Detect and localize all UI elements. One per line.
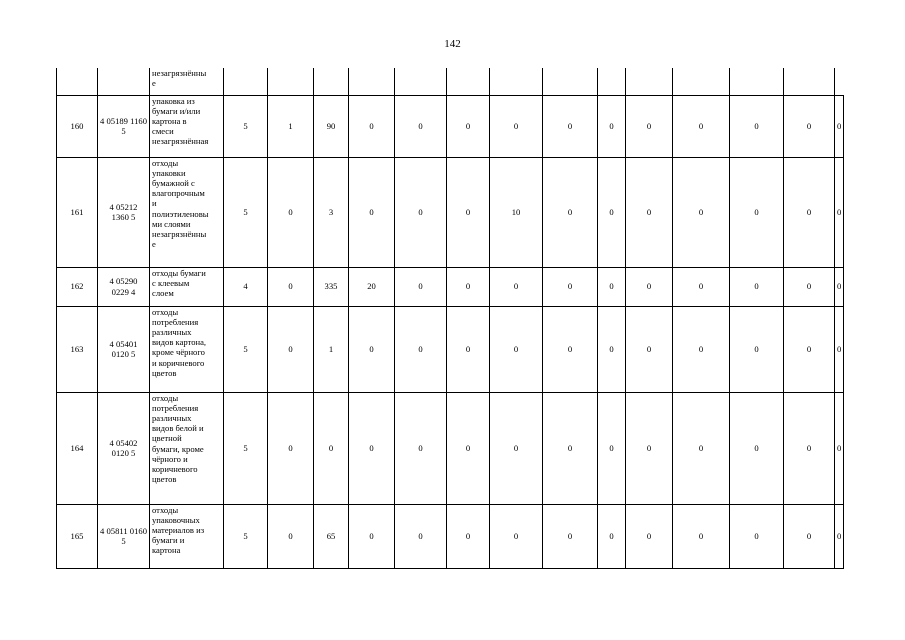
value-cell: 5 [224,95,268,157]
empty-cell [543,68,598,95]
text-line: 29 4 [120,286,136,297]
text-line: бумаги и [152,535,185,546]
text-line: упаковка из [152,95,195,106]
waste-name-cell [150,392,224,504]
value-cell: 5 [224,392,268,504]
value-cell: 0 [349,504,395,568]
text-line: смеси [152,126,174,137]
text-line: бумаги, кроме [152,443,204,454]
value-cell: 0 [784,504,835,568]
text-line: 811 01 [115,525,139,536]
text-line: влагопрочным [152,188,205,199]
value-cell: 0 [598,392,626,504]
value-cell: 0 [673,504,730,568]
empty-cell [395,68,447,95]
text-line: картона [152,545,181,556]
waste-name-cell [150,306,224,392]
value-cell: 0 [673,95,730,157]
value-cell: 335 [314,267,349,306]
text-line: картона в [152,115,187,126]
value-cell: 0 [395,95,447,157]
value-cell: 0 [784,95,835,157]
text-line: отходы [152,306,179,317]
empty-cell [598,68,626,95]
value-cell: 0 [598,157,626,267]
value-cell: 0 [490,392,543,504]
table-row [57,306,844,392]
fkko-code-cell [98,95,150,157]
text-line: кроме чёрного [152,347,205,358]
empty-cell [673,68,730,95]
text-line: 402 01 [111,437,138,458]
value-cell: 0 [349,392,395,504]
table-row [57,504,844,568]
waste-name-cell [150,68,224,95]
value-cell: 0 [784,306,835,392]
row-number-cell: 160 [57,95,98,157]
value-cell: 4 [224,267,268,306]
text-line: 290 02 [111,276,138,297]
text-line: 4 05 [109,276,125,287]
value-cell: 0 [730,306,784,392]
text-line: ми слоями [152,218,191,229]
value-cell: 65 [314,504,349,568]
text-line: упаковочных [152,514,200,525]
value-cell: 0 [626,95,673,157]
value-cell: 0 [835,157,844,267]
empty-cell [490,68,543,95]
value-cell: 0 [598,306,626,392]
value-cell: 0 [395,392,447,504]
value-cell: 5 [224,306,268,392]
waste-name-cell [150,267,224,306]
row-number-cell: 161 [57,157,98,267]
text-line: бумаги и/или [152,105,201,116]
text-line: 20 5 [120,349,136,359]
text-line: и [152,198,157,209]
value-cell: 0 [543,306,598,392]
value-cell: 20 [349,267,395,306]
value-cell: 0 [543,267,598,306]
value-cell: 5 [224,504,268,568]
value-cell: 0 [730,267,784,306]
empty-cell [447,68,490,95]
value-cell: 0 [835,306,844,392]
empty-cell [268,68,314,95]
empty-cell [314,68,349,95]
page-number: 142 [444,38,461,50]
fkko-code-cell [98,392,150,504]
value-cell: 0 [268,157,314,267]
text-line: е [152,239,156,250]
row-number-cell: 164 [57,392,98,504]
text-line: 4 05 [109,338,125,349]
value-cell: 0 [784,392,835,504]
text-line: различных [152,326,192,337]
value-cell: 0 [730,95,784,157]
fkko-code-cell [98,267,150,306]
text-line: с клеевым [152,277,190,288]
text-line: цветов [152,474,177,485]
value-cell: 0 [835,267,844,306]
text-line: чёрного и [152,453,188,464]
value-cell: 0 [447,306,490,392]
text-line: незагрязнённы [152,68,207,78]
value-cell: 0 [395,504,447,568]
value-cell: 0 [268,392,314,504]
value-cell: 0 [835,504,844,568]
value-cell: 0 [490,95,543,157]
text-line: различных [152,412,192,423]
value-cell: 0 [490,306,543,392]
row-number-cell: 162 [57,267,98,306]
text-line: бумажной с [152,177,195,188]
row-number-cell: 163 [57,306,98,392]
text-line: коричневого [152,463,198,474]
waste-name-cell [150,504,224,568]
value-cell: 5 [224,157,268,267]
text-line: отходы [152,504,179,515]
value-cell: 0 [447,157,490,267]
value-cell: 0 [395,157,447,267]
value-cell: 0 [349,95,395,157]
value-cell: 0 [268,267,314,306]
text-line: 4 05 [109,201,125,212]
empty-cell [224,68,268,95]
value-cell: 0 [673,267,730,306]
row-number-cell: 165 [57,504,98,568]
text-line: и коричневого [152,357,205,368]
waste-name-cell [150,157,224,267]
value-cell: 0 [673,306,730,392]
value-cell: 0 [314,392,349,504]
text-line: 4 05 [109,437,125,448]
value-cell: 0 [543,157,598,267]
value-cell: 0 [626,306,673,392]
text-line: материалов из [152,524,205,535]
empty-cell [784,68,835,95]
value-cell: 0 [673,157,730,267]
value-cell: 0 [395,267,447,306]
text-line: упаковки [152,167,186,178]
value-cell: 1 [268,95,314,157]
empty-cell [349,68,395,95]
value-cell: 0 [349,306,395,392]
value-cell: 0 [268,306,314,392]
value-cell: 0 [447,504,490,568]
empty-cell [57,68,98,95]
text-line: незагрязнённая [152,136,209,147]
text-line: потребления [152,316,199,327]
value-cell: 0 [730,504,784,568]
value-cell: 0 [784,267,835,306]
value-cell: 0 [349,157,395,267]
text-line: 60 5 [121,525,147,546]
value-cell: 3 [314,157,349,267]
empty-cell [730,68,784,95]
value-cell: 0 [490,267,543,306]
value-cell: 0 [447,267,490,306]
text-line: видов белой и [152,423,204,434]
text-line: цветной [152,433,182,444]
text-line: слоем [152,287,174,298]
text-line: цветов [152,367,177,378]
text-line: видов картона, [152,337,207,348]
value-cell: 90 [314,95,349,157]
empty-cell [98,68,150,95]
text-line: 189 11 [115,115,139,126]
fkko-code-cell [98,504,150,568]
table-row [57,267,844,306]
value-cell: 0 [626,267,673,306]
text-line: незагрязнённы [152,228,207,239]
table-row [57,95,844,157]
text-line: 4 05 [100,525,116,536]
value-cell: 0 [784,157,835,267]
value-cell: 0 [490,504,543,568]
value-cell: 0 [626,157,673,267]
value-cell: 0 [543,392,598,504]
value-cell: 10 [490,157,543,267]
value-cell: 0 [835,95,844,157]
text-line: 401 01 [111,338,138,359]
value-cell: 0 [598,95,626,157]
text-line: 60 5 [121,115,147,136]
value-cell: 0 [673,392,730,504]
value-cell: 0 [835,392,844,504]
fkko-code-cell [98,157,150,267]
text-line: отходы [152,157,179,168]
value-cell: 0 [268,504,314,568]
text-line: 4 05 [100,115,116,126]
table-row [57,157,844,267]
value-cell: 0 [447,392,490,504]
value-cell: 0 [598,267,626,306]
value-cell: 0 [543,504,598,568]
text-line: отходы бумаги [152,267,206,278]
table-row-continuation [57,68,844,95]
text-line: отходы [152,392,179,403]
value-cell: 0 [730,392,784,504]
value-cell: 0 [598,504,626,568]
waste-table [56,68,844,569]
value-cell: 0 [543,95,598,157]
value-cell: 1 [314,306,349,392]
text-line: 212 13 [111,201,138,222]
text-line: полиэтиленовы [152,208,209,219]
text-line: потребления [152,402,199,413]
table-row [57,392,844,504]
fkko-code-cell [98,306,150,392]
text-line: е [152,78,156,89]
text-line: 60 5 [120,212,136,222]
empty-cell [626,68,673,95]
value-cell: 0 [626,504,673,568]
value-cell: 0 [730,157,784,267]
waste-name-cell [150,95,224,157]
text-line: 20 5 [120,448,136,458]
value-cell: 0 [626,392,673,504]
value-cell: 0 [447,95,490,157]
value-cell: 0 [395,306,447,392]
